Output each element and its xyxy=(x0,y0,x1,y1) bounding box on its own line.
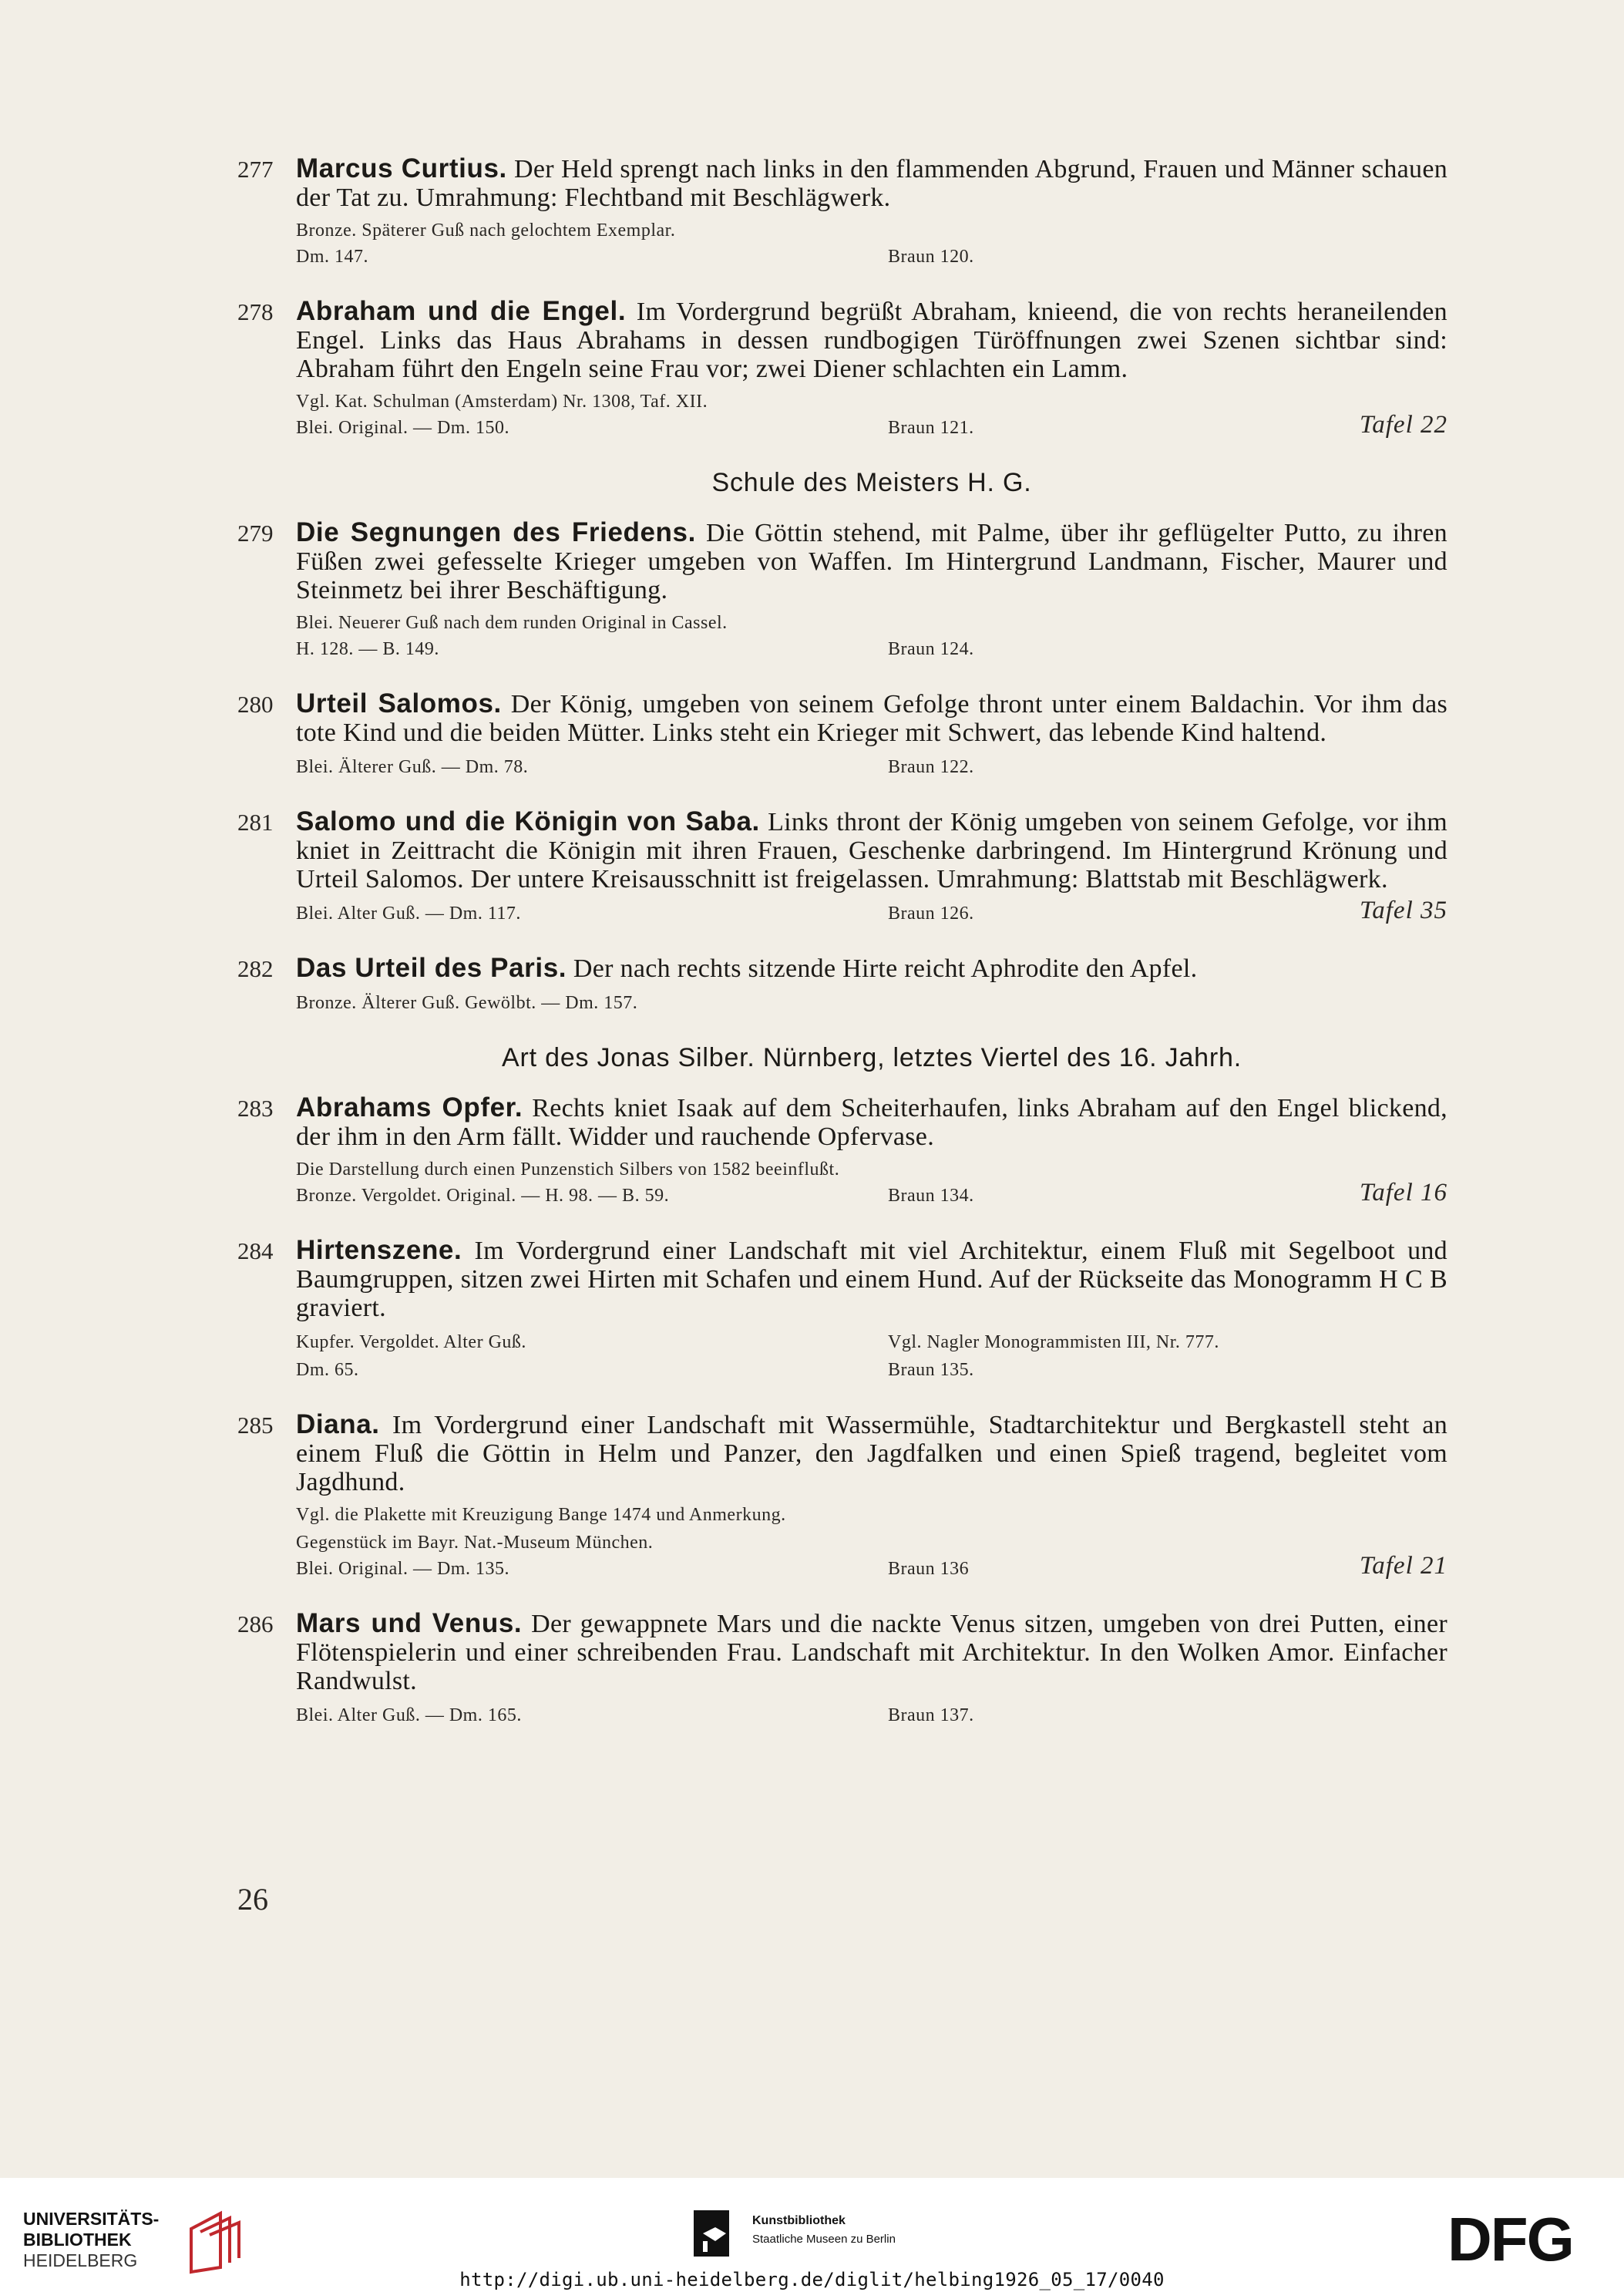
entry-diameter: Dm. 65. xyxy=(296,1360,359,1380)
entry-number: 286 xyxy=(237,1610,274,1637)
entry-meta xyxy=(296,1701,1447,1729)
entry-braun-ref: Braun 121. xyxy=(888,418,974,438)
entry-meta xyxy=(296,753,1447,781)
entry-material: Blei. Alter Guß. — Dm. 165. xyxy=(296,1705,522,1725)
entry-body: Der nach rechts sitzende Hirte reicht Aphrodite den Apfel. xyxy=(573,954,1198,983)
entry-braun-ref: Braun 136 xyxy=(888,1559,970,1579)
kb-line-1: Kunstbibliothek xyxy=(752,2214,846,2227)
entry-body: Links thront der König umgeben von seinem Gefolge, vor ihm kniet in Zeittracht die Königin mit ihren Frauen, Geschenke darbringend. Im Hintergrund Krönung und Urteil Salomos. Der untere Kreisausschnitt ist freigelassen. Umrahmung: Blattstab mit Beschlägwerk. xyxy=(296,808,1447,894)
kunstbibliothek-text xyxy=(752,2212,896,2249)
kunstbibliothek-logo[interactable] xyxy=(692,2209,939,2263)
entry-body: Der gewappnete Mars und die nackte Venus sitzen, umgeben von drei Putten, einer Flötenspielerin und einer schreibenden Frau. Landschaft mit Architektur. In den Wolken Amor. Einfacher Randwulst. xyxy=(296,1610,1447,1695)
entry-body: Der König, umgeben von seinem Gefolge thront unter einem Baldachin. Vor ihm das tote Kind und die beiden Mütter. Links steht ein Krieger mit Schwert, das lebende Kind haltend. xyxy=(296,690,1447,747)
entry-number: 281 xyxy=(237,809,274,836)
entry-plate-ref: Tafel 21 xyxy=(1359,1552,1447,1580)
entry-braun-ref: Braun 120. xyxy=(888,247,974,267)
catalog-entry xyxy=(237,1236,1447,1384)
kb-line-2: Staatliche Museen zu Berlin xyxy=(752,2233,896,2246)
ub-line-2: BIBLIOTHEK xyxy=(23,2230,132,2250)
entry-number: 278 xyxy=(237,298,274,325)
entry-title: Das Urteil des Paris. xyxy=(296,953,567,983)
entry-number: 280 xyxy=(237,691,274,718)
entry-material: Kupfer. Vergoldet. Alter Guß. xyxy=(296,1332,526,1352)
entry-note: Die Darstellung durch einen Punzenstich Silbers von 1582 beeinflußt. xyxy=(296,1159,840,1180)
entry-number: 283 xyxy=(237,1095,274,1122)
catalog-entry xyxy=(237,1609,1447,1729)
entry-title: Mars und Venus. xyxy=(296,1608,523,1638)
entry-note: Gegenstück im Bayr. Nat.-Museum München. xyxy=(296,1533,654,1553)
entry-number: 284 xyxy=(237,1237,274,1264)
entry-number: 282 xyxy=(237,955,274,982)
entry-meta xyxy=(296,411,1447,442)
entry-meta xyxy=(296,1328,1447,1356)
catalog-entry xyxy=(237,807,1447,927)
entry-number: 277 xyxy=(237,156,274,183)
entry-material: H. 128. — B. 149. xyxy=(296,639,439,659)
viewer-footer xyxy=(0,2178,1624,2292)
entry-description xyxy=(296,1093,1447,1151)
entry-braun-ref: Braun 135. xyxy=(888,1360,974,1380)
catalog-entry xyxy=(237,1410,1447,1583)
entry-braun-ref: Braun 122. xyxy=(888,757,974,777)
entry-number: 285 xyxy=(237,1412,274,1439)
catalog-entry xyxy=(237,689,1447,781)
entry-material: Blei. Original. — Dm. 150. xyxy=(296,418,509,438)
entry-braun-ref: Braun 134. xyxy=(888,1186,974,1206)
dfg-logo-text: DFG xyxy=(1447,2213,1573,2267)
entry-material: Bronze. Vergoldet. Original. — H. 98. — B. 59. xyxy=(296,1186,670,1206)
entry-material: Blei. Älterer Guß. — Dm. 78. xyxy=(296,757,529,777)
permalink-url[interactable]: http://digi.ub.uni-heidelberg.de/diglit/helbing1926_05_17/0040 xyxy=(459,2269,1165,2290)
entry-description xyxy=(296,518,1447,604)
entry-note: Vgl. die Plakette mit Kreuzigung Bange 1474 und Anmerkung. xyxy=(296,1505,786,1525)
entry-material: Bronze. Älterer Guß. Gewölbt. — Dm. 157. xyxy=(296,993,638,1013)
entry-body: Der Held sprengt nach links in den flammenden Abgrund, Frauen und Männer schauen der Tat zu. Umrahmung: Flechtband mit Beschlägwerk. xyxy=(296,155,1448,212)
ub-line-1: UNIVERSITÄTS- xyxy=(23,2209,160,2229)
entry-meta xyxy=(296,897,1447,927)
entry-description xyxy=(296,689,1447,747)
entry-braun-ref: Braun 137. xyxy=(888,1705,974,1725)
catalog-entry xyxy=(237,154,1447,271)
section-heading: Art des Jonas Silber. Nürnberg, letztes Viertel des 16. Jahrh. xyxy=(502,1043,1242,1072)
entry-meta xyxy=(296,1179,1447,1210)
entry-reference: Vgl. Nagler Monogrammisten III, Nr. 777. xyxy=(888,1332,1219,1352)
ub-heidelberg-logo[interactable] xyxy=(23,2209,159,2271)
dfg-logo[interactable] xyxy=(1447,2213,1602,2267)
entry-body: Rechts kniet Isaak auf dem Scheiterhaufen, links Abraham auf den Engel blickend, der ihm in den Arm fällt. Widder und rauchende Opfervase. xyxy=(296,1094,1447,1151)
page-number: 26 xyxy=(237,1882,268,1917)
entry-note: Blei. Neuerer Guß nach dem runden Original in Cassel. xyxy=(296,613,728,633)
ub-line-3: HEIDELBERG xyxy=(23,2250,138,2270)
entry-braun-ref: Braun 126. xyxy=(888,904,974,924)
entry-material: Dm. 147. xyxy=(296,247,368,267)
entry-material: Blei. Alter Guß. — Dm. 117. xyxy=(296,904,521,924)
kunstbibliothek-emblem-icon xyxy=(692,2210,738,2257)
entry-title: Abrahams Opfer. xyxy=(296,1092,523,1122)
entry-title: Urteil Salomos. xyxy=(296,688,502,719)
entry-description xyxy=(296,1609,1447,1695)
entry-body: Die Göttin stehend, mit Palme, über ihr geflügelter Putto, zu ihren Füßen zwei gefesselte Krieger umgeben von Waffen. Im Hintergrund Landmann, Fischer, Maurer und Steinmetz bei ihrer Beschäftigung. xyxy=(296,519,1447,604)
entry-braun-ref: Braun 124. xyxy=(888,639,974,659)
entry-title: Salomo und die Königin von Saba. xyxy=(296,806,760,836)
catalog-entry xyxy=(237,518,1447,663)
catalog-entry xyxy=(237,954,1447,1017)
entry-title: Abraham und die Engel. xyxy=(296,296,627,326)
entry-title: Marcus Curtius. xyxy=(296,153,507,183)
entry-body: Im Vordergrund einer Landschaft mit viel Architektur, einem Fluß mit Segelboot und Baumgruppen, sitzen zwei Hirten mit Schafen und einem Hund. Auf der Rückseite das Monogramm H C B graviert. xyxy=(296,1237,1447,1322)
catalog-entry xyxy=(237,297,1447,442)
catalog-entry xyxy=(237,1093,1447,1210)
section-heading: Schule des Meisters H. G. xyxy=(711,468,1032,497)
ub-logo-text xyxy=(23,2209,159,2271)
entry-description xyxy=(296,297,1447,383)
entry-body: Im Vordergrund begrüßt Abraham, knieend, die von rechts heraneilenden Engel. Links das Haus Abrahams in dessen rundbogigen Türöffnungen zwei Szenen sichtbar sind: Abraham führt den Engeln seine Frau vor; zwei Diener schlachten ein Lamm. xyxy=(296,298,1447,383)
entry-meta xyxy=(296,989,1447,1017)
entry-note: Bronze. Späterer Guß nach gelochtem Exemplar. xyxy=(296,220,676,241)
catalog-body xyxy=(237,154,1447,1755)
entry-material: Blei. Original. — Dm. 135. xyxy=(296,1559,509,1579)
entry-description xyxy=(296,154,1447,212)
entry-meta xyxy=(296,635,1447,663)
entry-meta xyxy=(296,243,1447,271)
entry-description xyxy=(296,1236,1447,1322)
entry-number: 279 xyxy=(237,520,274,547)
entry-meta xyxy=(296,1552,1447,1583)
entry-plate-ref: Tafel 22 xyxy=(1359,411,1447,439)
entry-plate-ref: Tafel 35 xyxy=(1359,897,1447,924)
entry-body: Im Vordergrund einer Landschaft mit Wassermühle, Stadtarchitektur und Bergkastell steht an einem Fluß die Göttin in Helm und Panzer, den Jagdfalken und einen Spieß tragend, begleitet vom Jagdhund. xyxy=(296,1411,1447,1496)
entry-title: Die Segnungen des Friedens. xyxy=(296,517,696,547)
entry-title: Hirtenszene. xyxy=(296,1235,462,1265)
entry-description xyxy=(296,954,1447,983)
entry-description xyxy=(296,1410,1447,1496)
entry-meta xyxy=(296,1356,1447,1384)
entry-note: Vgl. Kat. Schulman (Amsterdam) Nr. 1308, Taf. XII. xyxy=(296,392,708,412)
entry-description xyxy=(296,807,1447,894)
entry-plate-ref: Tafel 16 xyxy=(1359,1179,1447,1207)
ub-emblem-icon xyxy=(183,2209,250,2275)
entry-title: Diana. xyxy=(296,1409,380,1439)
